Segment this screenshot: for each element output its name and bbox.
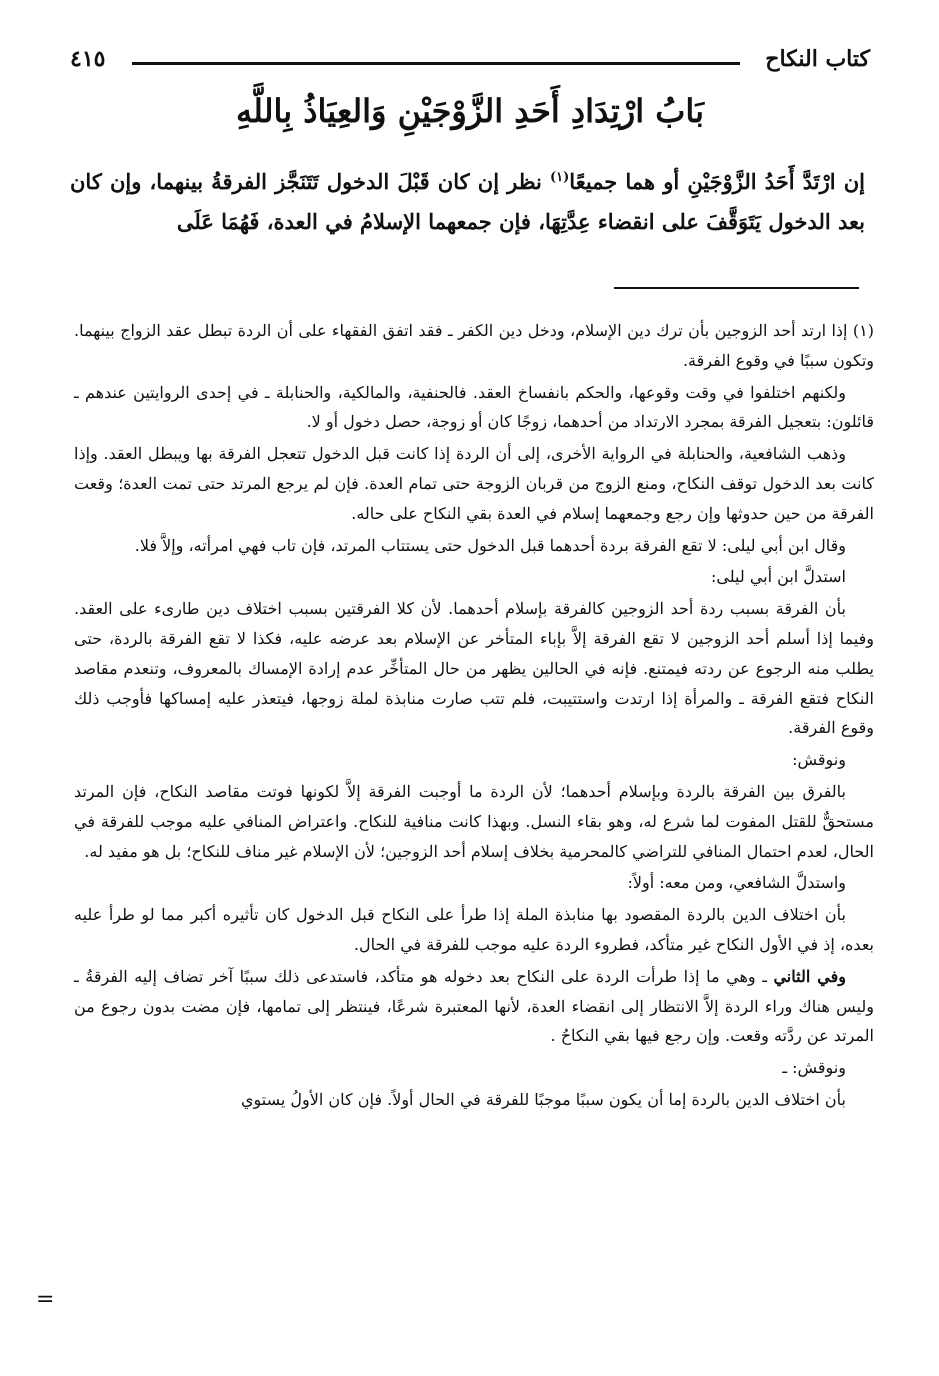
page-header xyxy=(70,40,870,80)
running-title: كتاب النكاح xyxy=(765,46,870,72)
footnote-paragraph: ونوقش: xyxy=(792,750,846,770)
footnote-paragraph: ونوقش: ـ xyxy=(782,1058,846,1078)
page-number: ٤١٥ xyxy=(70,46,106,72)
footnote-paragraph: واستدلَّ الشافعي، ومن معه: أولاً: xyxy=(627,873,846,893)
main-text-part-1: إن ارْتَدَّ أَحَدُ الزَّوْجَيْنِ أو هما جميعًا xyxy=(569,169,865,194)
footnote-paragraph: وذهب الشافعية، والحنابلة في الرواية الأخرى، إلى أن الردة إذا كانت قبل الدخول تتعجل الفرقة بها ويبطل العقد. وإذا كانت بعد الدخول توقف النكاح، ومنع الزوج من قربان الزوجة حتى تمام العدة. فإن لم يرجع المرتد حتى تمت العدة؛ وقعت الفرقة من حين حدوثها وإن رجع وجمعهما إسلام في العدة بقي النكاح على حاله. xyxy=(74,444,875,523)
footnote-separator xyxy=(614,287,859,289)
footnote-paragraph xyxy=(74,962,874,1051)
main-text-part-2: نظر إن كان قَبْلَ الدخول تَتَنَجَّز الفرقةُ بينهما، وإن كان بعد الدخول يَتَوَقَّفَ على انقضاء عِدَّتِهَا، فإن جمعهما الإسلامُ في العدة، فَهُمَا عَلَى xyxy=(70,169,865,234)
main-text xyxy=(70,158,865,242)
footnote-paragraph: ولكنهم اختلفوا في وقت وقوعها، والحكم بانفساخ العقد. فالحنفية، والمالكية، والحنابلة ـ في إحدى الروايتين عندهم ـ قائلون: بتعجيل الفرقة بمجرد الارتداد من أحدهما، زوجًا كان أو زوجة، حصل دخول أو لا. xyxy=(74,382,874,432)
header-rule xyxy=(132,62,740,65)
footnote-paragraph: استدلَّ ابن أبي ليلى: xyxy=(711,567,846,587)
footnote-paragraph: بالفرق بين الفرقة بالردة وبإسلام أحدهما؛ لأن الردة ما أوجبت الفرقة إلاَّ لكونها فوتت مقاصد النكاح، فإن المرتد مستحقٌّ للقتل المفوت لما شرع له، وهو بقاء النسل. وبهذا كانت منافية للنكاح. واعتراض المنافي عليه موجب للفرقة في الحال، لعدم احتمال المنافي للتراضي كالمحرمية بخلاف إسلام أحد الزوجين؛ لأن الإسلام غير مناف للنكاح؛ بل هو مفيد له. xyxy=(74,781,874,861)
footnote-paragraph: وقال ابن أبي ليلى: لا تقع الفرقة بردة أحدهما قبل الدخول حتى يستتاب المرتد، فإن تاب فهي امرأته، وإلاَّ فلا. xyxy=(134,535,846,555)
footnote-paragraph: بأن اختلاف الدين بالردة إما أن يكون سببًا موجبًا للفرقة في الحال أولاً. فإن كان الأولُ يستوي xyxy=(240,1089,846,1109)
chapter-title: بَابُ ارْتِدَادِ أَحَدِ الزَّوْجَيْنِ وَالعِيَاذُ بِاللَّهِ xyxy=(235,92,705,130)
footnote-block xyxy=(74,316,874,1117)
continuation-mark: = xyxy=(36,1287,55,1312)
footnote-paragraph: (١) إذا ارتد أحد الزوجين بأن ترك دين الإسلام، ودخل دين الكفر ـ فقد اتفق الفقهاء على أن الردة تبطل عقد الزواج بينهما. وتكون سببًا في وقوع الفرقة. xyxy=(74,321,874,370)
footnote-reference: (١) xyxy=(550,170,570,185)
second-argument-text: ـ وهي ما إذا طرأت الردة على النكاح بعد دخوله هو متأكد، فاستدعى ذلك سببًا آخر تضاف إليه الفرقةُ ـ وليس هناك وراء الردة إلاَّ الانتظار إلى انقضاء العدة، لأنها المعتبرة شرعًا، فينتظر إلى تمامها، فإن مضت بدون رجوع من المرتد عن ردَّته وقعت. وإن رجع فيها بقي النكاحُ . xyxy=(74,966,874,1046)
second-argument-label: وفي الثاني xyxy=(773,966,847,986)
footnote-paragraph: بأن اختلاف الدين بالردة المقصود بها منابذة الملة إذا طرأ على النكاح قبل الدخول كان تأثيره أكبر مما لو طرأ عليه بعده، إذ في الأول النكاح غير متأكد، فطروء الردة عليه موجب للفرقة في الحال. xyxy=(74,905,874,954)
footnote-paragraph: بأن الفرقة بسبب ردة أحد الزوجين كالفرقة بإسلام أحدهما. لأن كلا الفرقتين بسبب اختلاف دين طارىء على العقد. وفيما إذا أسلم أحد الزوجين لا تقع الفرقة إلاَّ بإباء المتأخر عن الإسلام بعد عرضه عليه، فكذا لا تقع الفرقة بالردة، حتى يطلب منه الرجوع عن ردته فيمتنع. فإنه في الحالين يظهر من حال المتأخِّر عدم إرادة الإمساك بالمعروف، وتنعدم مقاصد النكاح فتقع الفرقة ـ والمرأة إذا ارتدت واستتيبت، فلم تتب صارت منابذة لملة زوجها، فيتعذر عليه إمساكها فأوجب ذلك وقوع الفرقة. xyxy=(74,599,874,738)
